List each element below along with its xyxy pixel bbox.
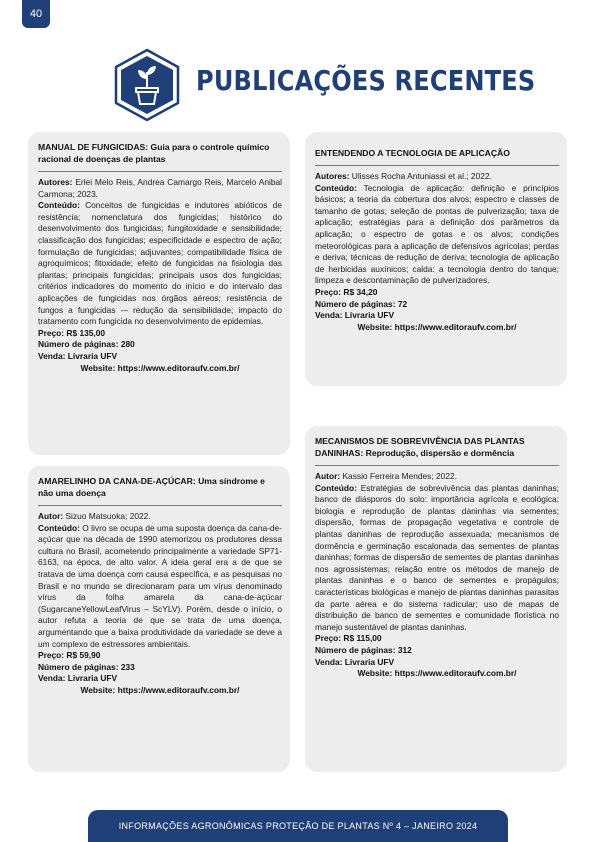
book-authors: Autor: Sizuo Matsuoka; 2022. <box>38 511 151 521</box>
book-card-mecanismos <box>305 426 567 772</box>
book-content: Conteúdo: Conceitos de fungicidas e indutores abióticos de resistência; nomenclatura dos fungicidas; histórico do desenvolvimento dos fungicidas; fungitoxidade e sensibilidade; classificação dos fungicidas; especificidade e espectro de ação; formulação de fungicidas; adjuvantes; compatibilidade física de agroquímicos; fitoxidade; efeito de fungicidas na fisiologia das plantas; principais fungicidas; principais usos dos fungicidas; critérios indicadores do momento do início e do intervalo das aplicações de fungicidas nos órgãos aéreos; resistência de fungos a fungicidas -– redução da sensibilidade; impacto do tratamento com fungicida no desenvolvimento de epidemias. <box>38 200 282 327</box>
book-price: Preço: R$ 34,20 <box>315 286 378 297</box>
book-title: MECANISMOS DE SOBREVIVÊNCIA DAS PLANTAS DANINHAS: Reprodução, dispersão e dormência <box>315 436 525 458</box>
book-card-fungicidas <box>28 132 290 455</box>
divider <box>315 465 559 466</box>
book-title: ENTENDENDO A TECNOLOGIA DE APLICAÇÃO <box>315 148 510 158</box>
book-price: Preço: R$ 135,00 <box>38 327 106 338</box>
book-price: Preço: R$ 59,90 <box>38 650 101 661</box>
book-authors: Autores: Ulisses Rocha Antuniassi et al.; 2022. <box>315 171 492 181</box>
footer-banner: INFORMAÇÕES AGRONÔMICAS PROTEÇÃO DE PLANTAS Nº 4 – JANEIRO 2024 <box>88 810 508 842</box>
book-authors: Autor: Kassio Ferreira Mendes; 2022. <box>315 471 457 481</box>
book-price: Preço: R$ 115,00 <box>315 633 382 644</box>
website-link[interactable]: Website: https://www.editoraufv.com.br/ <box>357 321 517 332</box>
book-pages: Número de páginas: 280 <box>38 339 135 350</box>
book-title: MANUAL DE FUNGICIDAS: Guia para o controle químico racional de doenças de plantas <box>38 142 270 164</box>
book-sale: Venda: Livraria UFV <box>38 673 118 684</box>
book-sale: Venda: Livraria UFV <box>38 350 118 361</box>
divider <box>315 165 559 166</box>
book-pages: Número de páginas: 312 <box>315 644 412 655</box>
book-pages: Número de páginas: 72 <box>315 298 408 309</box>
book-pages: Número de páginas: 233 <box>38 661 135 672</box>
book-card-tecnologia <box>305 132 567 386</box>
book-sale: Venda: Livraria UFV <box>315 656 395 667</box>
divider <box>38 505 282 506</box>
website-link[interactable]: Website: https://www.editoraufv.com.br/ <box>80 362 240 373</box>
website-link[interactable]: Website: https://www.editoraufv.com.br/ <box>80 684 240 695</box>
page-title: PUBLICAÇÕES RECENTES <box>196 64 536 97</box>
book-content: Conteúdo: O livro se ocupa de uma suposta doença da cana-de-açúcar que na década de 1990 atemorizou os produtores dessa cultura no Brasil, acometendo principalmente a variedade SP71-6163, na época, de alto valor. A ideia geral era a de que se tratava de uma doença com causa específica, e as pesquisas no Brasil e no mundo se direcionaram para um vírus denominado vírus da folha amarela da cana-de-açúcar (SugarcaneYellowLeafVirus – ScYLV). Porém, desde o início, o autor refuta a teoria de que se trata de uma doença, argumentando que a baixa produtividade da variedade se deve a um complexo de estressores ambientais. <box>38 522 283 649</box>
plant-pot-icon <box>110 48 184 122</box>
book-content: Conteúdo: Tecnologia de aplicação: definição e princípios básicos; a teoria da cobertura dos alvos; espectro e classes de tamanho de gotas; seleção de pontas de pulverização; taxa de aplicação; estratégias para a definição dos parâmetros da aplicação; o espectro de gotas e os alvos; condições meteorológicas para a aplicação de defensivos agrícolas; perdas e deriva; técnicas de redução de deriva; tecnologia de aplicação de herbicidas auxínicos; calda: a tecnologia dentro do tanque; limpeza e descontaminação de pulverizadores. <box>315 182 559 286</box>
book-sale: Venda: Livraria UFV <box>315 310 395 321</box>
book-authors: Autores: Erlei Melo Reis, Andrea Camargo Reis, Marcelo Anibal Carmona; 2023. <box>38 177 283 199</box>
book-title: AMARELINHO DA CANA-DE-AÇÚCAR: Uma síndrome e não uma doença <box>38 476 265 498</box>
book-card-amarelinho <box>28 466 290 772</box>
website-link[interactable]: Website: https://www.editoraufv.com.br/ <box>357 668 517 679</box>
page-number: 40 <box>22 0 50 28</box>
book-content: Conteúdo: Estratégias de sobrevivência das plantas daninhas; banco de diásporos do solo: importância agrícola e ecológica; biologia e reprodução de plantas daninhas via sementes; dispersão, formas de propagação vegetativa e controle de plantas daninhas de reprodução assexuada; mecanismos de dormência e germinação escalonada das sementes de plantas daninhas; formas de dispersão de sementes de plantas daninhas nos agrossistemas; relação entre os métodos de manejo de plantas daninhas e o banco de sementes e propágulos; características biológicas e manejo de plantas daninhas parasitas da parte aérea e do sistema radicular; uso de mapas de distribuição de banco de sementes e comunidade florística no manejo sustentável de plantas daninhas. <box>315 482 559 632</box>
divider <box>38 171 282 172</box>
